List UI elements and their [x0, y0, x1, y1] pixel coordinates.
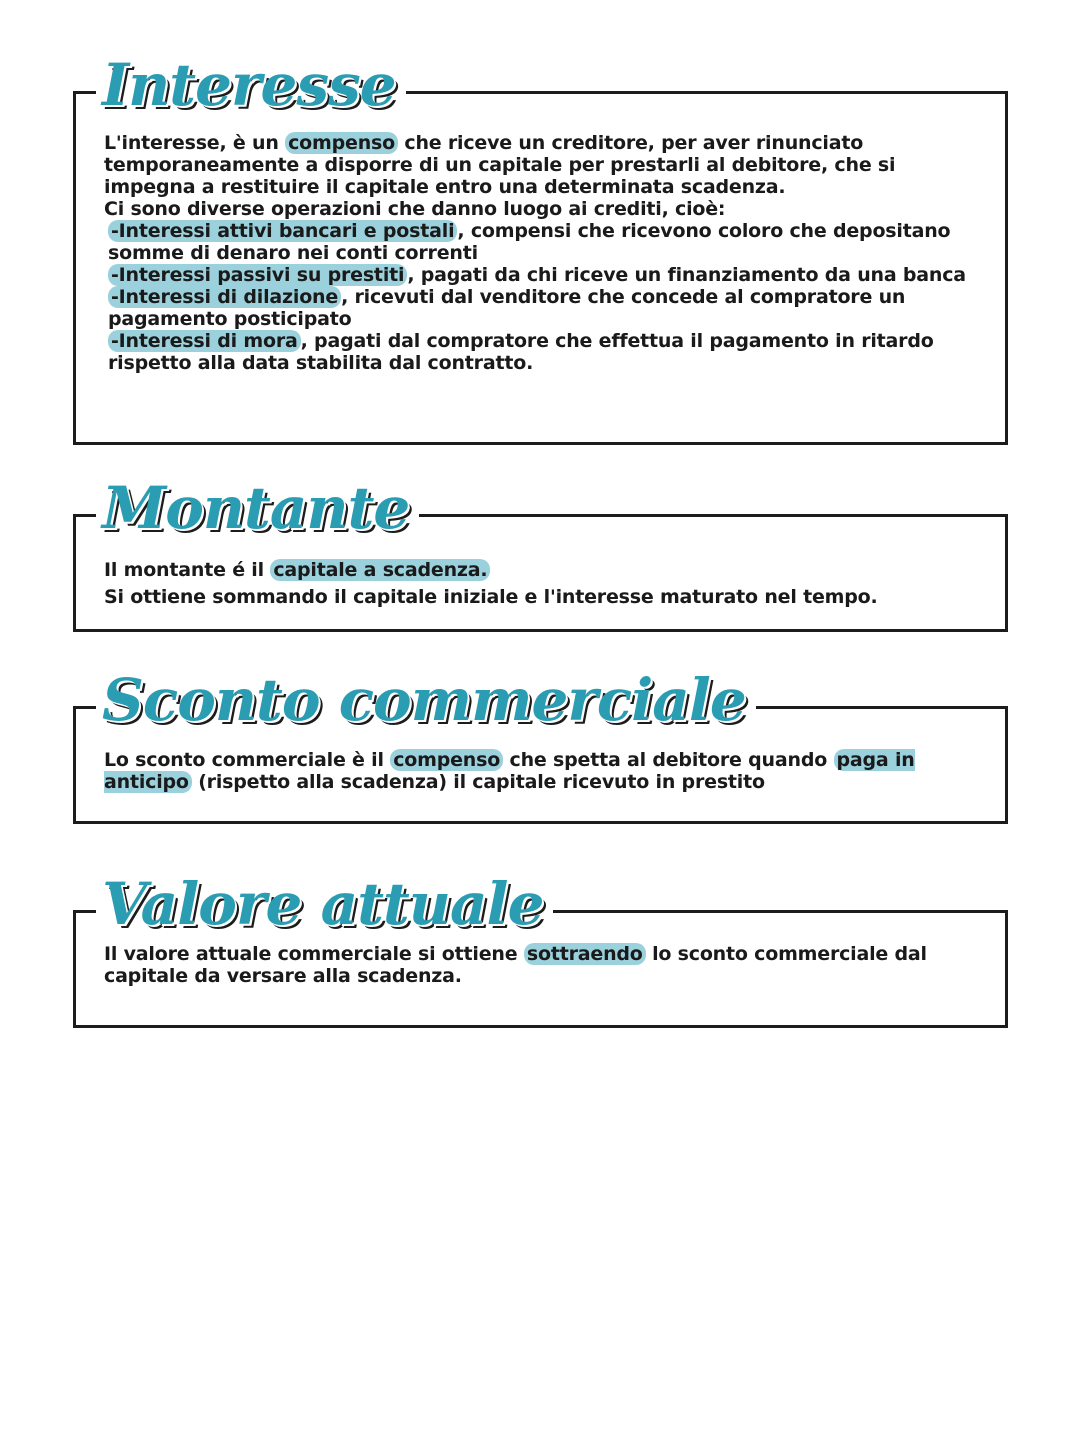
- paragraph: [104, 557, 981, 584]
- section-title: Valore attuale: [96, 867, 553, 941]
- highlight: compenso: [390, 749, 503, 771]
- list-item: [104, 264, 981, 286]
- list-item: [104, 330, 981, 374]
- highlight: -Interessi passivi su prestiti: [108, 264, 407, 286]
- paragraph: [104, 132, 981, 198]
- text-run: Lo sconto commerciale è il: [104, 749, 391, 771]
- section-title: Sconto commerciale: [96, 663, 756, 737]
- text-run: , compensi che ricevono coloro che depositano somme di denaro nei conti correnti: [108, 220, 951, 264]
- text-run: che spetta al debitore quando: [503, 749, 834, 771]
- text-run: , pagati dal compratore che effettua il pagamento in ritardo rispetto alla data stabilita dal contratto.: [108, 330, 934, 374]
- section-montante: [73, 474, 1008, 632]
- highlight: paga in anticipo: [104, 749, 915, 793]
- text-run: L'interesse, è un: [104, 132, 286, 154]
- section-title: Interesse: [96, 48, 406, 122]
- section-body: [104, 132, 981, 374]
- text-run: , pagati da chi riceve un finanziamento da una banca: [407, 264, 966, 286]
- paragraph: [104, 749, 981, 793]
- text-run: Il montante é il: [104, 559, 271, 581]
- highlight: compenso: [285, 132, 398, 154]
- section-title: Montante: [96, 471, 419, 545]
- text-run: , ricevuti dal venditore che concede al compratore un pagamento posticipato: [108, 286, 906, 330]
- highlight: -Interessi attivi bancari e postali: [108, 220, 457, 242]
- section-body: [104, 557, 981, 611]
- text-run: Il valore attuale commerciale si ottiene: [104, 943, 524, 965]
- highlight: sottraendo: [524, 943, 646, 965]
- section-sconto-commerciale: [73, 666, 1008, 824]
- paragraph: Si ottiene sommando il capitale iniziale e l'interesse maturato nel tempo.: [104, 586, 878, 608]
- paragraph: Ci sono diverse operazioni che danno luogo ai crediti, cioè:: [104, 198, 726, 220]
- text-run: (rispetto alla scadenza) il capitale ricevuto in prestito: [191, 771, 765, 793]
- list-item: [104, 220, 981, 264]
- section-interesse: [73, 51, 1008, 445]
- text-run: lo sconto commerciale dal capitale da versare alla scadenza.: [104, 943, 927, 987]
- section-body: [104, 943, 981, 987]
- highlight: capitale a scadenza.: [270, 559, 490, 581]
- list-item: [104, 286, 981, 330]
- section-body: [104, 749, 981, 793]
- section-valore-attuale: [73, 870, 1008, 1028]
- text-run: che riceve un creditore, per aver rinunciato temporaneamente a disporre di un capitale per prestarli al debitore, che si impegna a restituire il capitale entro una determinata scadenza.: [104, 132, 896, 198]
- paragraph: [104, 943, 981, 987]
- highlight: -Interessi di mora: [108, 330, 301, 352]
- highlight: -Interessi di dilazione: [108, 286, 341, 308]
